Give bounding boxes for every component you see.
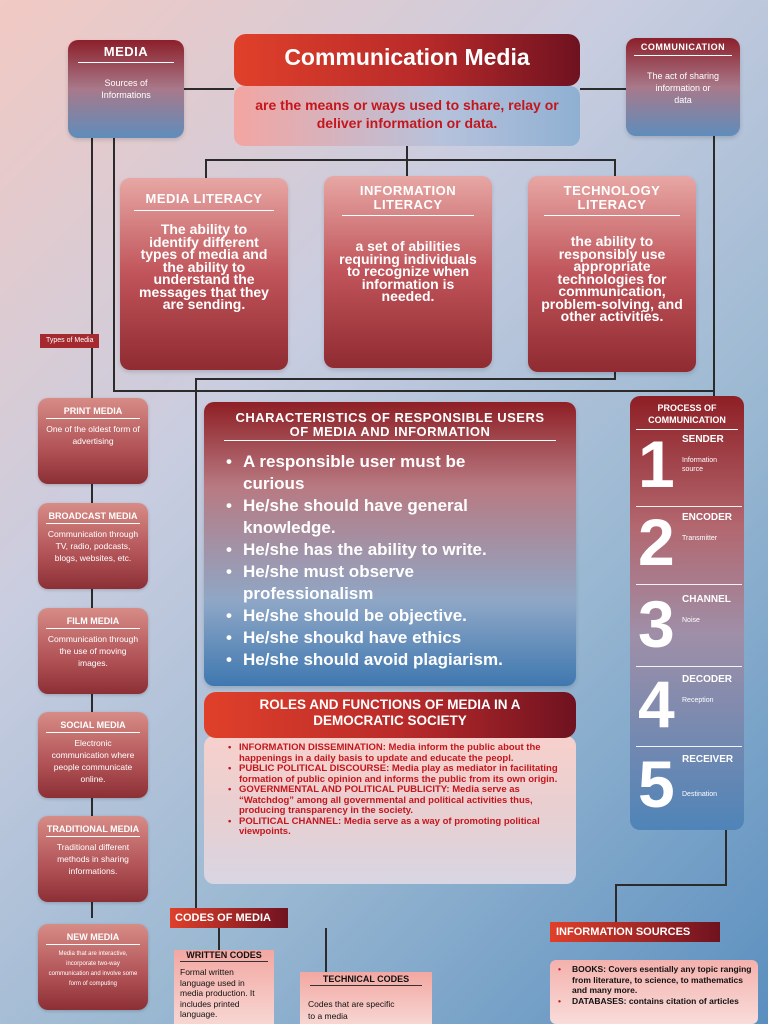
connector-line xyxy=(406,146,408,160)
connector-line xyxy=(325,928,327,972)
types-of-media-label: Types of Media xyxy=(40,334,99,348)
list-item: • BOOKS: Covers esentially any topic ranging from literature, to science, to mathematics and many more. xyxy=(558,964,752,995)
communication-desc: The act of sharing information or data xyxy=(646,71,720,105)
characteristics-list xyxy=(226,451,576,671)
list-item-text: He/she should have general knowledge. xyxy=(243,496,468,537)
page-subtitle: are the means or ways used to share, relay or deliver information or data. xyxy=(255,97,559,131)
list-item-text: He/she should avoid plagiarism. xyxy=(243,650,503,669)
roles-title: ROLES AND FUNCTIONS OF MEDIA IN A DEMOCRATIC SOCIETY xyxy=(259,697,521,728)
connector-line xyxy=(725,830,727,886)
technology-literacy-title: TECHNOLOGY LITERACY xyxy=(544,184,680,216)
step-name: ENCODER xyxy=(682,512,733,523)
communication-title: COMMUNICATION xyxy=(634,42,732,56)
process-title: PROCESS OF COMMUNICATION xyxy=(636,402,738,430)
list-item-text: POLITICAL CHANNEL: Media serve as a way of promoting political viewpoints. xyxy=(239,815,540,837)
list-item-text: GOVERNMENTAL AND POLITICAL PUBLICITY: Media serve as “Watchdog” among all governmental and political activities thus, producing transparency in the society. xyxy=(239,784,533,816)
print-media-card xyxy=(38,398,148,484)
connector-line xyxy=(184,88,234,90)
traditional-media-desc: Traditional different methods in sharing informations. xyxy=(56,842,130,876)
technical-codes-desc: Codes that are specific to a media xyxy=(308,999,395,1021)
media-literacy-desc: The ability to identify different types of media and the ability to understand the messages that they are sending. xyxy=(139,221,269,312)
connector-line xyxy=(580,88,626,90)
connector-line xyxy=(205,159,615,161)
page-title: Communication Media xyxy=(284,44,530,70)
list-item-text: He/she should be objective. xyxy=(243,606,467,625)
connector-line xyxy=(113,390,713,392)
broadcast-media-desc: Communication through TV, radio, podcasts, blogs, websites, etc. xyxy=(47,529,139,563)
list-item-text: He/she must observe professionalism xyxy=(243,562,415,603)
list-item-text: A responsible user must be curious xyxy=(243,452,466,493)
list-item-text: INFORMATION DISSEMINATION: Media inform the public about the happenings in a daily basis to update and educate the peopl. xyxy=(239,742,541,764)
step-number: 5 xyxy=(638,747,675,821)
media-literacy-title: MEDIA LITERACY xyxy=(134,191,274,211)
step-sub: Information source xyxy=(682,457,718,473)
communication-box xyxy=(626,38,740,136)
technology-literacy-box xyxy=(528,176,696,372)
characteristics-box xyxy=(204,402,576,686)
new-media-desc: Media that are interactive, incorporate two-way communication and involve some form of computing xyxy=(48,951,138,987)
list-item: • He/she should be objective. xyxy=(226,606,467,625)
list-item-text: DATABASES: contains citation of articles xyxy=(572,995,739,1006)
step-name: CHANNEL xyxy=(682,594,731,605)
broadcast-media-title: BROADCAST MEDIA xyxy=(46,511,140,524)
characteristics-title: CHARACTERISTICS OF RESPONSIBLE USERS OF MEDIA AND INFORMATION xyxy=(224,411,556,441)
step-sub: Reception xyxy=(682,697,714,704)
list-item: • He/she must observe professionalism xyxy=(226,562,415,603)
film-media-card xyxy=(38,608,148,694)
new-media-title: NEW MEDIA xyxy=(46,932,140,945)
step-sub: Noise xyxy=(682,617,700,624)
list-item-text: BOOKS: Covers esentially any topic ranging from literature, to science, to mathematics and many more. xyxy=(572,964,752,995)
process-step xyxy=(636,666,742,747)
social-media-title: SOCIAL MEDIA xyxy=(46,720,140,733)
step-sub: Transmitter xyxy=(682,535,718,542)
step-number: 1 xyxy=(638,427,675,501)
print-media-desc: One of the oldest form of advertising xyxy=(46,424,140,446)
step-sub: Destination xyxy=(682,791,718,798)
written-codes-title: WRITTEN CODES xyxy=(180,950,268,962)
media-literacy-box xyxy=(120,178,288,370)
list-item-text: He/she has the ability to write. xyxy=(243,540,487,559)
traditional-media-title: TRADITIONAL MEDIA xyxy=(46,824,140,837)
connector-line xyxy=(205,159,207,179)
step-name: DECODER xyxy=(682,674,733,685)
information-literacy-title: INFORMATION LITERACY xyxy=(342,184,474,216)
list-item-text: He/she shoukd have ethics xyxy=(243,628,462,647)
list-item: • He/she has the ability to write. xyxy=(226,540,487,559)
written-codes-desc: Formal written language used in media production. It includes printed language. xyxy=(180,967,255,1019)
step-number: 2 xyxy=(638,505,675,579)
list-item-text: PUBLIC POLITICAL DISCOURSE: Media play as mediator in facilitating formation of public opinion and informs the public from its own origin. xyxy=(239,763,558,785)
social-media-card xyxy=(38,712,148,798)
codes-title: CODES OF MEDIA xyxy=(170,908,288,928)
film-media-title: FILM MEDIA xyxy=(46,616,140,629)
step-name: SENDER xyxy=(682,434,724,445)
connector-line xyxy=(218,928,220,950)
list-item: • DATABASES: contains citation of articles xyxy=(558,995,739,1006)
connector-line xyxy=(713,136,715,396)
connector-line xyxy=(615,884,617,924)
connector-line xyxy=(113,138,115,392)
film-media-desc: Communication through the use of moving images. xyxy=(47,634,139,668)
broadcast-media-card xyxy=(38,503,148,589)
step-number: 3 xyxy=(638,587,675,661)
new-media-card xyxy=(38,924,148,1010)
technology-literacy-desc: the ability to responsibly use appropriate technologies for communication, problem-solving, and other activities. xyxy=(541,233,683,324)
list-item: • PUBLIC POLITICAL DISCOURSE: Media play as mediator in facilitating formation of public opinion and informs the public from its own origin. xyxy=(228,763,558,785)
connector-line xyxy=(195,378,615,380)
list-item: • INFORMATION DISSEMINATION: Media inform the public about the happenings in a daily basis to update and educate the peopl. xyxy=(228,742,541,764)
connector-line xyxy=(195,378,197,908)
traditional-media-card xyxy=(38,816,148,902)
information-literacy-desc: a set of abilities requiring individuals to recognize when information is needed. xyxy=(339,238,477,304)
sources-list xyxy=(558,964,752,1006)
list-item: • He/she shoukd have ethics xyxy=(226,628,462,647)
process-step xyxy=(636,426,742,507)
connector-line xyxy=(406,159,408,177)
list-item: • He/she should avoid plagiarism. xyxy=(226,650,503,669)
process-step xyxy=(636,746,742,826)
process-step xyxy=(636,504,742,585)
list-item: • POLITICAL CHANNEL: Media serve as a way of promoting political viewpoints. xyxy=(228,815,540,837)
connector-line xyxy=(615,884,725,886)
information-literacy-box xyxy=(324,176,492,368)
print-media-title: PRINT MEDIA xyxy=(46,406,140,419)
step-number: 4 xyxy=(638,667,675,741)
media-desc: Sources of Informations xyxy=(101,78,151,100)
media-title: MEDIA xyxy=(78,44,174,63)
sources-title: INFORMATION SOURCES xyxy=(550,922,720,942)
roles-list xyxy=(228,743,562,838)
list-item: • He/she should have general knowledge. xyxy=(226,496,468,537)
social-media-desc: Electronic communication where people communicate online. xyxy=(51,738,135,784)
process-step xyxy=(636,586,742,667)
step-name: RECEIVER xyxy=(682,754,734,765)
list-item: • A responsible user must be curious xyxy=(226,452,466,493)
list-item: • GOVERNMENTAL AND POLITICAL PUBLICITY: Media serve as “Watchdog” among all governmental and political activities thus, producing transparency in the society. xyxy=(228,784,533,816)
media-box xyxy=(68,40,184,138)
technical-codes-title: TECHNICAL CODES xyxy=(310,974,422,986)
